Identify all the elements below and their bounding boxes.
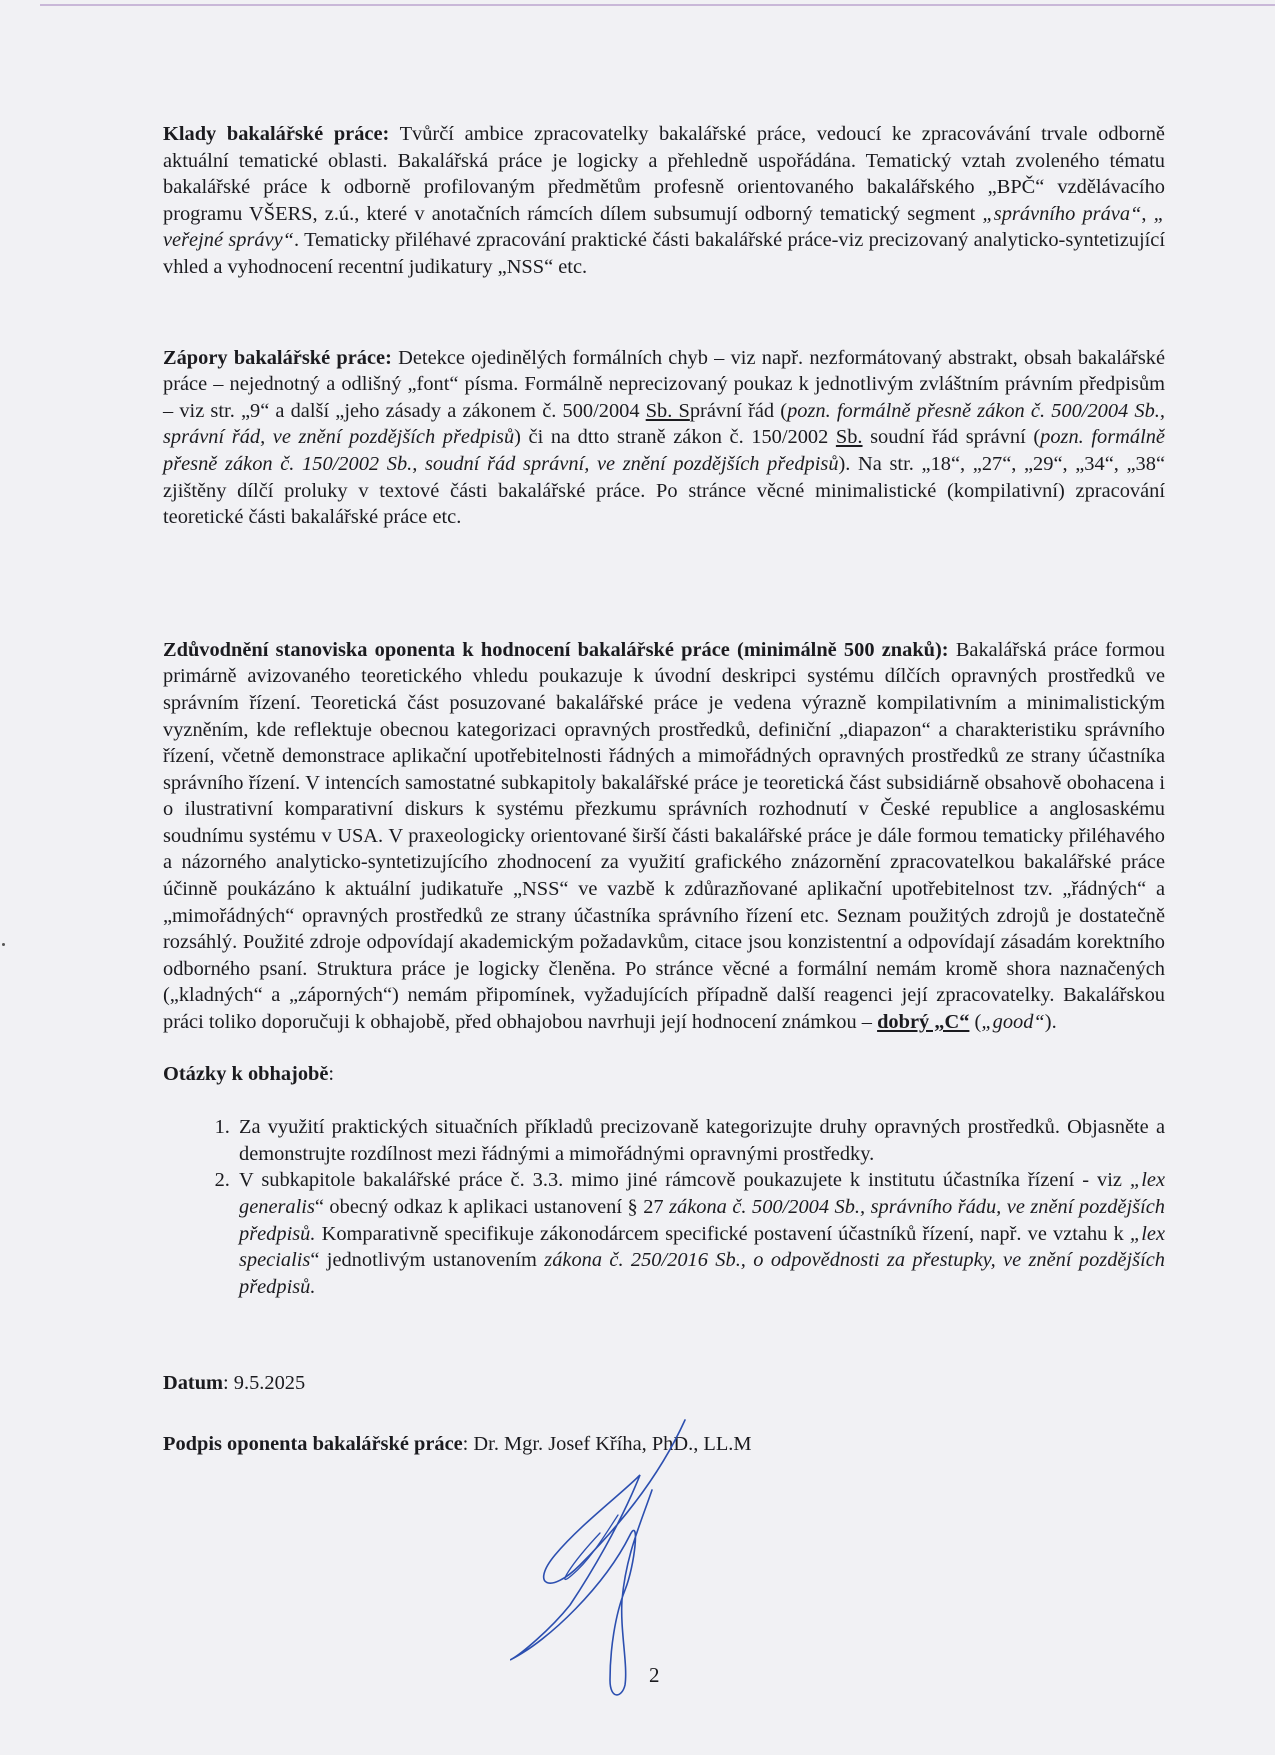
grade-value: dobrý „C“ — [877, 1011, 970, 1034]
cons-text-1: Detekce ojedinělých formálních chyb – viz např. nezformátovaný abstrakt, obsah bakalářské práce – nejednotný a odlišný „font“ písma. Formálně neprecizovaný poukaz k jednotlivým zvláštním právním předpisům – viz str. „9“ a další „jeho zásady a zákonem č. 500/2004 — [163, 346, 1165, 422]
date-line — [163, 1370, 1165, 1397]
justification-text-3: ). — [1044, 1011, 1057, 1034]
pros-text-1: Tvůrčí ambice zpracovatelky bakalářské práce, vedoucí ke zpracovávání trvale odborně aktuální tematické oblasti. Bakalářská práce je logicky a přehledně uspořádána. Tematický vztah zvoleného tématu bakalářské práce k odborně profilovaným předmětům profesně orientovaného bakalářského „BPČ“ vzdělávacího programu VŠERS, z.ú., které v anotačních rámcích dílem subsumují odborný tematický segment — [163, 123, 1165, 225]
pros-text-2: , — [1141, 202, 1154, 225]
date-value: : 9.5.2025 — [223, 1372, 306, 1395]
signature-name: : Dr. Mgr. Josef Kříha, PhD., LL.M — [462, 1432, 752, 1455]
question-item-1 — [235, 1114, 1165, 1167]
pros-section — [163, 121, 1165, 281]
cons-heading: Zápory bakalářské práce: — [163, 346, 392, 369]
date-label: Datum — [163, 1372, 224, 1395]
cons-section — [163, 345, 1165, 531]
question-2-italic-2: zákona č. 500/2004 Sb., správního řádu, ve znění pozdějších předpisů. — [239, 1196, 1165, 1245]
cons-underline-1: Sb. S — [645, 399, 690, 422]
justification-section — [163, 637, 1165, 1036]
cons-text-3: ) či na dtto straně zákon č. 150/2002 — [514, 426, 836, 449]
page-number: 2 — [649, 1663, 660, 1687]
handwritten-signature — [510, 1415, 740, 1705]
cons-text-2: právní řád ( — [689, 399, 788, 422]
cons-text-4: soudní řád správní ( — [862, 426, 1041, 449]
justification-text-2: ( — [969, 1011, 982, 1034]
cons-italic-2: pozn. formálně přesně zákon č. 150/2002 Sb., soudní řád správní, ve znění pozdějších předpisů — [163, 426, 1165, 475]
question-item-2 — [235, 1167, 1165, 1300]
justification-text-1: Bakalářská práce formou primárně avizovaného teoretického vhledu poukazuje k úvodní deskripci systému dílčích opravných prostředků ve správním řízení. Teoretická část posuzované bakalářské práce je vedena výrazně kompilativním a minimalistickým vyzněním, kde reflektuje obecnou kategorizaci opravných prostředků, definiční „diapazon“ a charakteristiku správního řízení, včetně demonstrace aplikační upotřebitelnosti řádných a mimořádných opravných prostředků ze strany účastníka správního řízení. V intencích samostatné subkapitoly bakalářské práce je teoretická část subsidiárně obsahově obohacena i o ilustrativní komparativní diskurs k systému přezkumu správních rozhodnutí v České republice a anglosaskému soudnímu systému v USA. V praxeologicky orientované širší části bakalářské práce je dále formou tematicky přiléhavého a názorného analyticko-syntetizujícího zhodnocení za využití grafického znázornění zpracovatelkou bakalářské práce účinně poukázáno k aktuální judikatuře „NSS“ ve vazbě k zdůrazňované aplikační upotřebitelnost tzv. „řádných“ a „mimořádných“ opravných prostředků ze strany účastníka správního řízení etc. Seznam použitých zdrojů je dostatečně rozsáhlý. Použité zdroje odpovídají akademickým požadavkům, citace jsou konzistentní a odpovídají zásadám korektního odborného psaní. Struktura práce je logicky členěna. Po stránce věcné a formální nemám kromě shora naznačených („kladných“ a „záporných“) nemám připomínek, vyžadujících případně další reagenci její zpracovatelky. Bakalářskou práci toliko doporučuji k obhajobě, před obhajobou navrhuji její hodnocení známkou – — [163, 638, 1165, 1034]
question-2-italic-1: „lex generalis — [239, 1169, 1165, 1218]
pros-italic-2: „ veřejné správy“ — [163, 202, 1166, 252]
questions-heading-colon: : — [328, 1062, 335, 1085]
signature-label: Podpis oponenta bakalářské práce — [163, 1432, 463, 1455]
grade-english: „good“ — [981, 1011, 1045, 1034]
justification-heading: Zdůvodnění stanoviska oponenta k hodnocení bakalářské práce (minimálně 500 znaků): — [163, 638, 949, 661]
pros-text-3: . Tematicky přiléhavé zpracování praktické části bakalářské práce-viz precizovaný analyticko-syntetizující vhled a vyhodnocení recentní judikatury „NSS“ etc. — [163, 229, 1166, 278]
question-2-text-2: “ obecný odkaz k aplikaci ustanovení § 27 — [314, 1196, 670, 1218]
question-1-text: Za využití praktických situačních příkladů precizovaně kategorizujte druhy opravných prostředků. Objasněte a demonstrujte rozdílnost mezi řádnými a mimořádnými opravnými prostředky. — [239, 1116, 1165, 1165]
pros-italic-1: „správního práva“ — [982, 202, 1142, 225]
questions-list — [163, 1114, 1165, 1300]
cons-italic-1: pozn. formálně přesně zákon č. 500/2004 Sb., správní řád, ve znění pozdějších předpisů — [163, 399, 1165, 449]
question-2-text-4: “ jednotlivým ustanovením — [310, 1249, 545, 1272]
question-2-text-1: V subkapitole bakalářské práce č. 3.3. mimo jiné rámcově poukazujete k institutu účastníka řízení - viz — [239, 1169, 1130, 1192]
cons-underline-2: Sb. — [835, 426, 863, 449]
question-2-italic-4: zákona č. 250/2016 Sb., o odpovědnosti za přestupky, ve znění pozdějších předpisů. — [239, 1249, 1165, 1298]
questions-heading — [163, 1061, 1165, 1088]
questions-heading-label: Otázky k obhajobě — [163, 1062, 329, 1085]
scan-speck — [2, 943, 5, 946]
review-body — [163, 121, 1165, 1458]
question-2-text-3: Komparativně specifikuje zákonodárcem specifické postavení účastníků řízení, např. ve vztahu k — [315, 1222, 1130, 1245]
scan-edge-line — [40, 4, 1275, 6]
cons-text-5: ). Na str. „18“, „27“, „29“, „34“, „38“ zjištěny dílčí proluky v textové části bakalářské práce. Po stránce věcné minimalistické (kompilativní) zpracování teoretické části bakalářské práce etc. — [163, 452, 1165, 529]
pros-heading: Klady bakalářské práce: — [163, 123, 390, 145]
question-2-italic-3: „lex specialis — [239, 1222, 1165, 1272]
